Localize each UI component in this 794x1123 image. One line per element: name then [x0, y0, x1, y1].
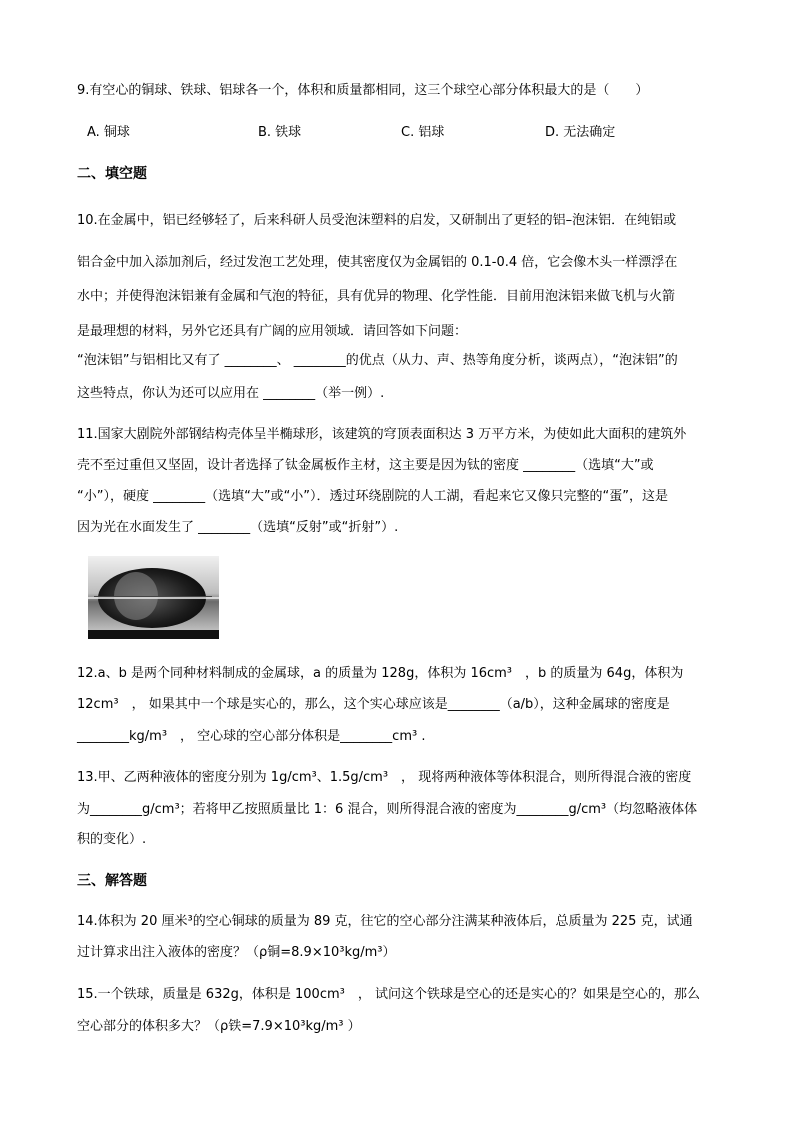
q9-option-b: B. 铁球: [258, 125, 302, 140]
q11-line: 壳不至过重但又坚固，设计者选择了钛金属板作主材，这主要是因为钛的密度 ________（选填“大”或: [77, 458, 654, 473]
q10-line: 是最理想的材料，另外它还具有广阔的应用领域．请回答如下问题：: [77, 324, 468, 339]
q10-line: 这些特点，你认为还可以应用在 ________（举一例）.: [77, 386, 385, 401]
section-answer-title: 三、解答题: [77, 873, 147, 889]
q9-option-c: C. 铝球: [401, 125, 445, 140]
q10-line: 铝合金中加入添加剂后，经过发泡工艺处理，使其密度仅为金属铝的 0.1-0.4 倍，它会像木头一样漂浮在: [77, 255, 678, 270]
q15-line: 空心部分的体积多大？（ρ铁=7.9×10³kg/m³ ）: [77, 1019, 361, 1034]
q9-option-d: D. 无法确定: [545, 125, 616, 140]
q9-stem: 9.有空心的铜球、铁球、铝球各一个，体积和质量都相同，这三个球空心部分体积最大的是（ ）: [77, 83, 649, 98]
q13-line: 积的变化）.: [77, 832, 147, 847]
q13-line: 13.甲、乙两种液体的密度分别为 1g/cm³、1.5g/cm³ ， 现将两种液体等体积混合，则所得混合液的密度: [77, 770, 692, 785]
q12-line: 12cm³ ， 如果其中一个球是实心的，那么，这个实心球应该是________（a/b），这种金属球的密度是: [77, 697, 670, 712]
q14-line: 14.体积为 20 厘米³的空心铜球的质量为 89 克，往它的空心部分注满某种液体后，总质量为 225 克，试通: [77, 914, 693, 929]
q12-line: ________kg/m³ ， 空心球的空心部分体积是________cm³ .: [77, 729, 426, 744]
q15-line: 15.一个铁球，质量是 632g，体积是 100cm³ ， 试问这个铁球是空心的还是实心的？如果是空心的，那么: [77, 987, 700, 1002]
q14-line: 过计算求出注入液体的密度？（ρ铜=8.9×10³kg/m³）: [77, 945, 396, 960]
q9-option-a: A. 铜球: [87, 125, 130, 140]
q13-line: 为________g/cm³；若将甲乙按照质量比 1：6 混合，则所得混合液的密度为________g/cm³（均忽略液体体: [77, 802, 698, 817]
q12-line: 12.a、b 是两个同种材料制成的金属球，a 的质量为 128g，体积为 16cm³ ，b 的质量为 64g，体积为: [77, 666, 684, 681]
q10-line: 水中；并使得泡沫铝兼有金属和气泡的特征，具有优异的物理、化学性能．目前用泡沫铝来做飞机与火箭: [77, 289, 676, 304]
q10-line: “泡沫铝”与铝相比又有了 ________、 ________的优点（从力、声、热等角度分析，谈两点），“泡沫铝”的: [77, 353, 678, 368]
national-grand-theatre-photo: [88, 556, 219, 639]
section-fill-blank-title: 二、填空题: [77, 166, 147, 182]
q11-line: 因为光在水面发生了 ________（选填“反射”或“折射”）.: [77, 520, 399, 535]
q11-line: 11.国家大剧院外部钢结构壳体呈半椭球形，该建筑的穹顶表面积达 3 万平方米，为使如此大面积的建筑外: [77, 427, 687, 442]
q10-line: 10.在金属中，铝已经够轻了，后来科研人员受泡沫塑料的启发，又研制出了更轻的铝–泡沫铝．在纯铝或: [77, 213, 677, 228]
q11-line: “小”），硬度 ________（选填“大”或“小”）．透过环绕剧院的人工湖，看起来它又像只完整的“蛋”，这是: [77, 489, 669, 504]
